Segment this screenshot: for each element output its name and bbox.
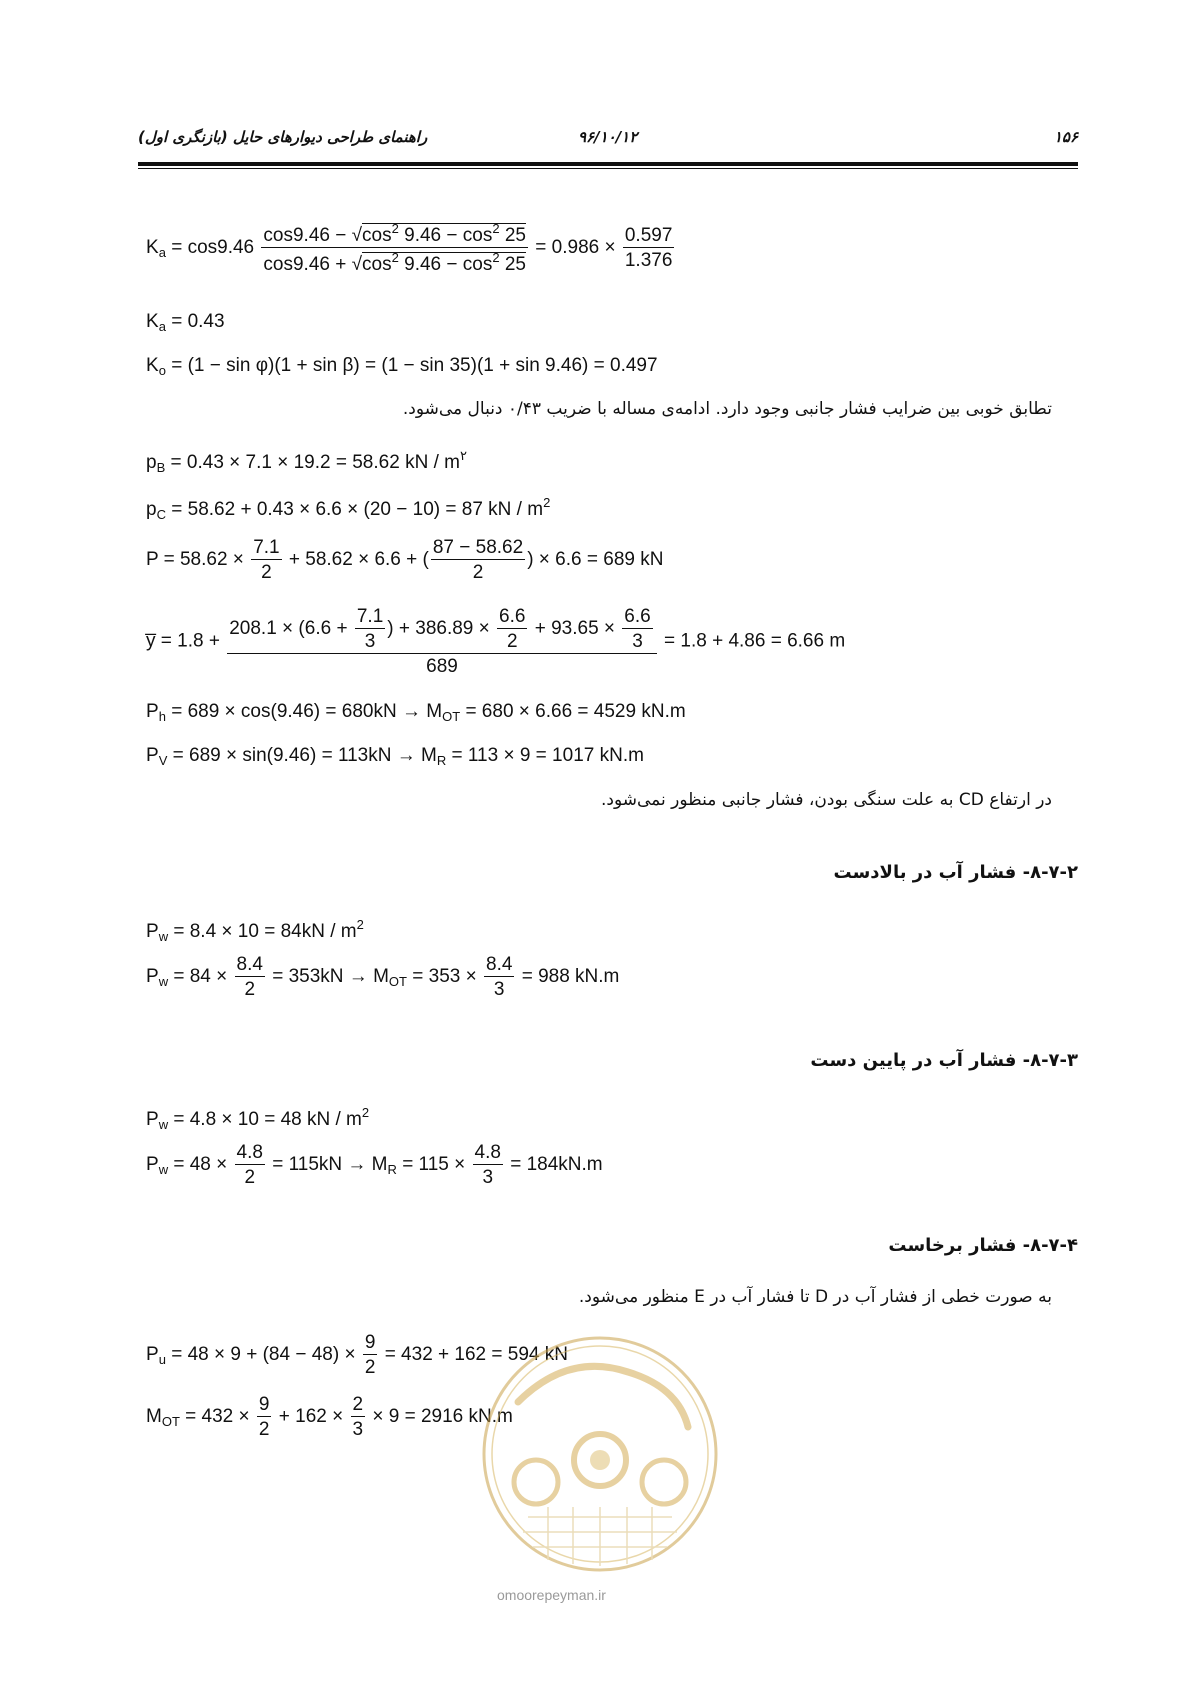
pw-upstream-2: $P_w = 84$ × $\frac{8.4}{2}$ = $353kN \to M_{OT} = 353$ × $\frac{8.4}{3}$ = 988 kN.m <box>146 954 620 1000</box>
y-bar-equation: y̅ = 1.8 + 208.1 × (6.6 + $\frac{7.1}{3}$ ) + 386.89 × $\frac{6.6}{2}$ + 93.65 × $\frac{6.6}{3}$ 689 = 1.8 + 4.86 = 6.66 m <box>146 606 846 677</box>
pw-downstream-1: $P_w = 4.8 \times 10 = 48$ kN / $m^2$ <box>146 1105 370 1132</box>
paragraph-cd: در ارتفاع CD به علت سنگی بودن، فشار جانبی منظور نمی‌شود. <box>601 790 1052 810</box>
watermark-site: omoorepeyman.ir <box>497 1587 606 1603</box>
p-total-equation: P = 58.62 × $\frac{7.1}{2}$ + 58.62 × 6.6 + ( $\frac{87 - 58.62}{2}$ ) × 6.6 = 689 kN <box>146 537 664 583</box>
ka-result: $K_a = 0.43$ <box>146 311 225 334</box>
pc-equation: $p_C = 58.62 + 0.43 \times 6.6 \times (20 - 10) = 87$ kN / $m^2$ <box>146 495 551 522</box>
ka-equation: $K_a = \cos 9.46$ $\frac{\cos 9.46 - √\cos^2 9.46 - \cos^2 25}{\cos 9.46 + √\cos^2 9.46 - \cos^2 25}$ = 0.986 × $\frac{0.597}{1.376}$ <box>146 221 673 275</box>
pv-equation: $P_V = 689 \times \sin(9.46) = 113kN \to M_R = 113 \times 9 = 1017$ kN.m <box>146 745 644 768</box>
header-rule-thin <box>138 168 1078 169</box>
watermark-seal-icon <box>478 1332 722 1576</box>
paragraph-coefficients: تطابق خوبی بین ضرایب فشار جانبی وجود دارد. ادامه‌ی مساله با ضریب ۰/۴۳ دنبال می‌شود. <box>402 399 1052 419</box>
page-number: ۱۵۶ <box>1053 128 1078 146</box>
pb-equation: $p_B = 0.43 \times 7.1 \times 19.2 = 58.62$ kN / $m^۲$ <box>146 448 467 475</box>
heading-uplift: ۸-۷-۴- فشار برخاست <box>888 1235 1078 1256</box>
mot-uplift-equation: $M_{OT} = 432$ × $\frac{9}{2}$ + 162 × $\frac{2}{3}$ × 9 = 2916 kN.m <box>146 1394 513 1440</box>
heading-upstream-water: ۸-۷-۲- فشار آب در بالادست <box>833 862 1078 883</box>
pw-upstream-1: $P_w = 8.4 \times 10 = 84kN / m^2$ <box>146 917 364 944</box>
pw-downstream-2: $P_w = 48$ × $\frac{4.8}{2}$ = $115kN \to M_R = 115$ × $\frac{4.8}{3}$ = 184kN.m <box>146 1142 603 1188</box>
header-date: ۹۶/۱۰/۱۲ <box>578 128 638 146</box>
heading-downstream-water: ۸-۷-۳- فشار آب در پایین دست <box>810 1050 1078 1071</box>
pu-equation: $P_u = 48 \times 9 + (84 - 48)$ × $\frac{9}{2}$ = 432 + 162 = 594 kN <box>146 1332 568 1378</box>
ko-equation: $K_o = (1 - \sin \varphi)(1 + \sin \beta) = (1 - \sin 35)(1 + \sin 9.46) = 0.497$ <box>146 355 658 378</box>
header-rule-thick <box>138 162 1078 166</box>
paragraph-uplift: به صورت خطی از فشار آب در D تا فشار آب در E منظور می‌شود. <box>578 1287 1052 1307</box>
ph-equation: $P_h = 689 \times \cos(9.46) = 680kN \to M_{OT} = 680 \times 6.66 = 4529$ kN.m <box>146 701 686 724</box>
book-title: راهنمای طراحی دیوارهای حایل (بازنگری اول) <box>138 128 428 146</box>
